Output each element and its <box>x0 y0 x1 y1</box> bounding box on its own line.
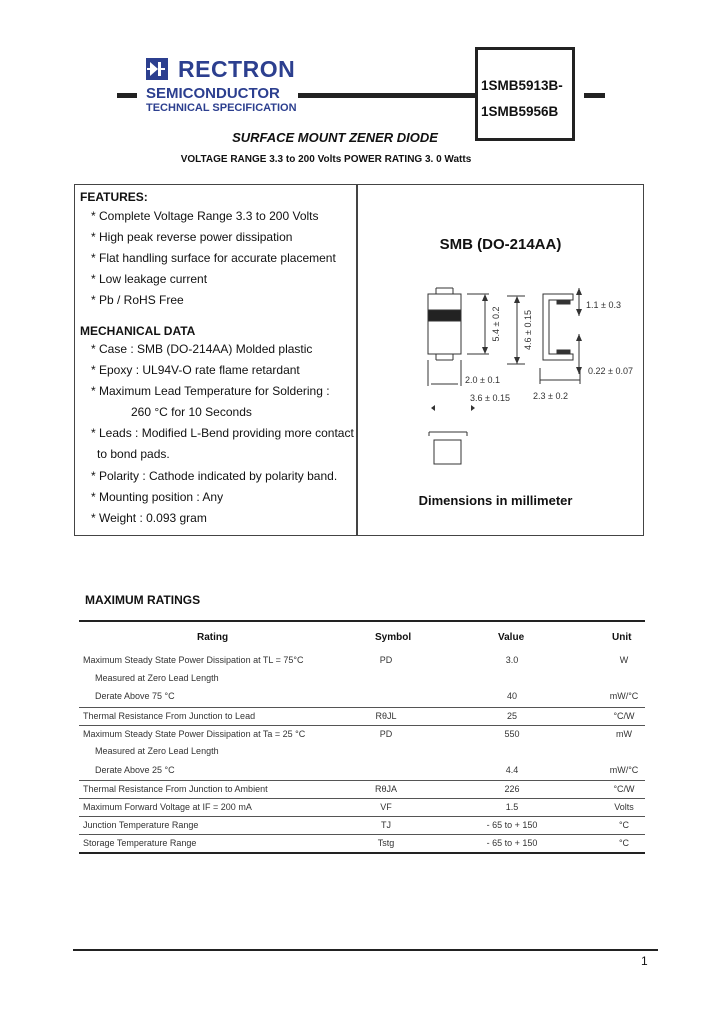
package-body-outline <box>428 294 461 354</box>
feature-item: * Flat handling surface for accurate placement <box>91 251 336 265</box>
unit-cell: mW/°C <box>609 765 639 775</box>
table-row <box>79 725 645 742</box>
table-row <box>79 746 645 762</box>
rating-cell: Measured at Zero Lead Length <box>95 673 219 683</box>
dim-lead-top: 1.1 ± 0.3 <box>586 300 621 310</box>
header-rule-left-short <box>117 93 137 98</box>
symbol-cell: PD <box>379 655 393 665</box>
symbol-cell: RθJA <box>374 784 397 794</box>
dim-lead-thickness: 0.22 ± 0.07 <box>588 366 633 376</box>
package-title: SMB (DO-214AA) <box>439 236 562 253</box>
rating-cell: Thermal Resistance From Junction to Lead <box>83 711 256 721</box>
mechanical-item: * Maximum Lead Temperature for Soldering : <box>91 384 330 398</box>
feature-item: * Low leakage current <box>91 272 208 286</box>
mechanical-item: 260 °C for 10 Seconds <box>131 405 252 419</box>
value-cell: 4.4 <box>505 765 519 775</box>
header-symbol: Symbol <box>375 632 412 643</box>
table-row <box>79 707 645 724</box>
mechanical-item: * Case : SMB (DO-214AA) Molded plastic <box>91 342 313 356</box>
dim-total-width: 3.6 ± 0.15 <box>470 393 510 403</box>
value-cell: 226 <box>504 784 520 794</box>
unit-cell: °C <box>618 838 630 848</box>
symbol-cell: TJ <box>381 820 391 830</box>
symbol-cell: PD <box>379 729 393 739</box>
document-title: SURFACE MOUNT ZENER DIODE <box>232 130 438 145</box>
feature-item: * High peak reverse power dissipation <box>91 230 293 244</box>
mechanical-item: * Epoxy : UL94V-O rate flame retardant <box>91 363 300 377</box>
table-row <box>79 691 645 707</box>
part-number-end: 1SMB5956B <box>481 104 559 119</box>
mechanical-item: * Leads : Modified L-Bend providing more contact <box>91 426 354 440</box>
ratings-table <box>79 620 645 854</box>
rectron-logo-icon <box>146 58 168 80</box>
header-unit: Unit <box>612 632 632 643</box>
dim-height-inner: 4.6 ± 0.15 <box>523 310 533 350</box>
rating-cell: Measured at Zero Lead Length <box>95 746 219 756</box>
value-cell: - 65 to + 150 <box>486 838 538 848</box>
unit-cell: Volts <box>614 802 634 812</box>
unit-cell: mW/°C <box>609 691 639 701</box>
table-row <box>79 780 645 797</box>
table-row <box>79 798 645 815</box>
rating-cell: Maximum Steady State Power Dissipation at TL = 75°C <box>83 655 304 665</box>
part-number-box <box>475 47 575 141</box>
unit-cell: W <box>619 655 629 665</box>
value-cell: 550 <box>504 729 520 739</box>
header-value: Value <box>498 632 525 643</box>
table-header-row <box>79 632 645 646</box>
rating-cell: Maximum Steady State Power Dissipation at Ta = 25 °C <box>83 729 306 739</box>
dim-body-width: 2.0 ± 0.1 <box>465 375 500 385</box>
features-heading: FEATURES: <box>80 190 148 204</box>
brand-name: RECTRON <box>178 56 296 82</box>
value-cell: - 65 to + 150 <box>486 820 538 830</box>
part-number-start: 1SMB5913B- <box>481 78 563 93</box>
unit-cell: °C/W <box>613 784 635 794</box>
dimension-caption: Dimensions in millimeter <box>418 493 573 508</box>
header-rule-middle <box>298 93 475 98</box>
table-row <box>79 816 645 833</box>
value-cell: 3.0 <box>505 655 519 665</box>
rating-cell: Junction Temperature Range <box>83 820 199 830</box>
rating-cell: Storage Temperature Range <box>83 838 197 848</box>
ratings-title: MAXIMUM RATINGS <box>85 593 201 607</box>
feature-item: * Complete Voltage Range 3.3 to 200 Volts <box>91 209 319 223</box>
value-cell: 40 <box>506 691 517 701</box>
symbol-cell: VF <box>380 802 392 812</box>
symbol-cell: Tstg <box>377 838 395 848</box>
rating-cell: Derate Above 75 °C <box>95 691 175 701</box>
mechanical-item: to bond pads. <box>97 447 170 461</box>
header-rule-right <box>584 93 605 98</box>
table-row <box>79 765 645 781</box>
mechanical-item: * Polarity : Cathode indicated by polarity band. <box>91 469 338 483</box>
rating-cell: Maximum Forward Voltage at IF = 200 mA <box>83 802 252 812</box>
page-number: 1 <box>641 954 648 968</box>
value-cell: 25 <box>506 711 517 721</box>
table-row <box>79 673 645 689</box>
cathode-band <box>428 310 461 321</box>
package-dimension-drawing <box>357 184 644 536</box>
doc-type: TECHNICAL SPECIFICATION <box>146 102 297 114</box>
rating-cell: Derate Above 25 °C <box>95 765 175 775</box>
mechanical-heading: MECHANICAL DATA <box>80 324 196 338</box>
division-name: SEMICONDUCTOR <box>146 85 280 102</box>
rating-cell: Thermal Resistance From Junction to Ambient <box>83 784 268 794</box>
feature-item: * Pb / RoHS Free <box>91 293 184 307</box>
value-cell: 1.5 <box>505 802 519 812</box>
mechanical-item: * Mounting position : Any <box>91 490 224 504</box>
table-row <box>79 834 645 851</box>
mechanical-item: * Weight : 0.093 gram <box>91 511 207 525</box>
dim-height-outer: 5.4 ± 0.2 <box>491 306 501 342</box>
symbol-cell: RθJL <box>375 711 397 721</box>
header-rating: Rating <box>197 632 229 643</box>
unit-cell: °C/W <box>613 711 635 721</box>
unit-cell: °C <box>618 820 630 830</box>
dim-side-width: 2.3 ± 0.2 <box>533 391 568 401</box>
table-row <box>79 655 645 671</box>
unit-cell: mW <box>616 729 632 739</box>
voltage-power-range: VOLTAGE RANGE 3.3 to 200 Volts POWER RATING 3. 0 Watts <box>180 154 472 165</box>
footer-rule <box>73 949 658 951</box>
